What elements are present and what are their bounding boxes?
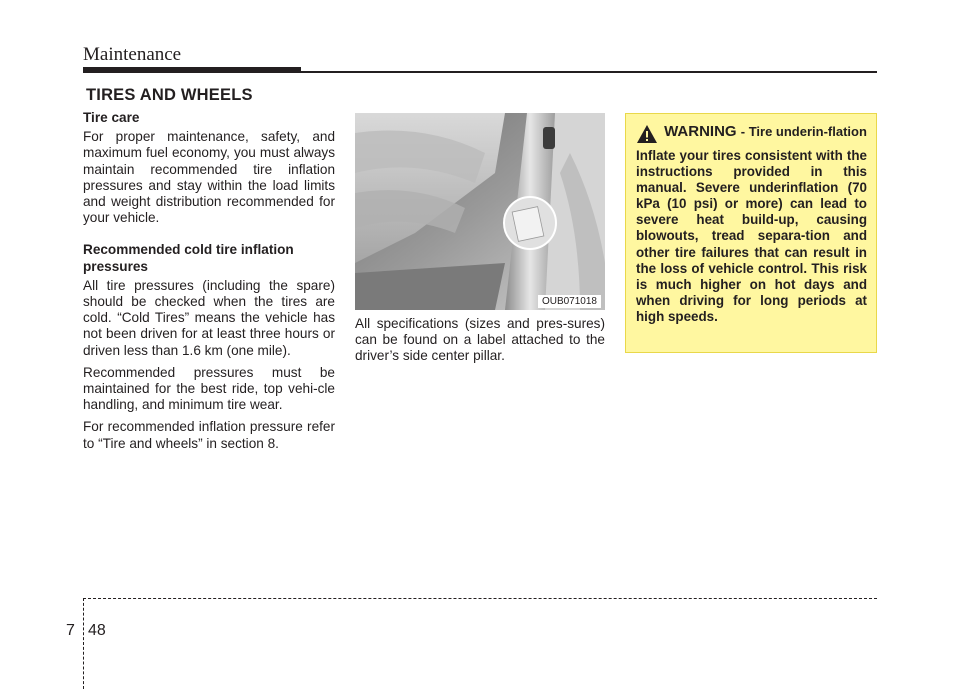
photo-caption: OUB071018 [538, 295, 601, 308]
cold-pressure-paragraph-3: For recommended inflation pressure refer to “Tire and wheels” in section 8. [83, 419, 335, 451]
tire-care-subhead: Tire care [83, 110, 140, 125]
cold-pressure-paragraph-1: All tire pressures (including the spare) should be checked when the tires are cold. “Cold Tires” means the vehicle has not been driven for at least three hours or driven less than 1.6 km (one mile). [83, 277, 335, 358]
warning-header [636, 124, 867, 144]
middle-column-text: All specifications (sizes and pres-sures) can be found on a label attached to the driver’s side center pillar. [355, 316, 605, 364]
warning-title [664, 124, 867, 140]
section-heading: TIRES AND WHEELS [86, 86, 253, 104]
left-column [83, 110, 335, 458]
tire-care-paragraph: For proper maintenance, safety, and maximum fuel economy, you must always maintain recommended tire inflation pressures and stay within the load limits and weight distribution recommended for your vehicle. [83, 129, 335, 226]
warning-box [625, 113, 877, 353]
header-rule [301, 71, 877, 73]
warning-label: WARNING [664, 123, 737, 140]
chapter-number: 7 [66, 622, 75, 639]
header-title: Maintenance [83, 44, 182, 65]
page-number: 48 [88, 622, 106, 639]
warning-triangle-icon [636, 124, 658, 144]
warning-body: Inflate your tires consistent with the instructions provided in this manual. Severe underinflation (70 kPa (10 psi) or more) can lead to severe heat build-up, causing blowouts, tread separa-tion and other tire failures that can result in the loss of vehicle control. This risk is much higher on hot days and when driving for long periods at high speeds. [636, 148, 867, 324]
door-pillar-illustration [355, 113, 605, 310]
footer-vertical-rule [83, 598, 84, 689]
footer-rule [83, 598, 877, 599]
tire-label-photo [355, 113, 605, 310]
cold-pressure-paragraph-2: Recommended pressures must be maintained for the best ride, top vehi-cle handling, and minimum tire wear. [83, 364, 335, 413]
header-bar [83, 67, 301, 73]
cold-pressure-subhead: Recommended cold tire inflation pressures [83, 242, 294, 274]
warning-subtitle: - Tire underin-flation [740, 124, 867, 139]
